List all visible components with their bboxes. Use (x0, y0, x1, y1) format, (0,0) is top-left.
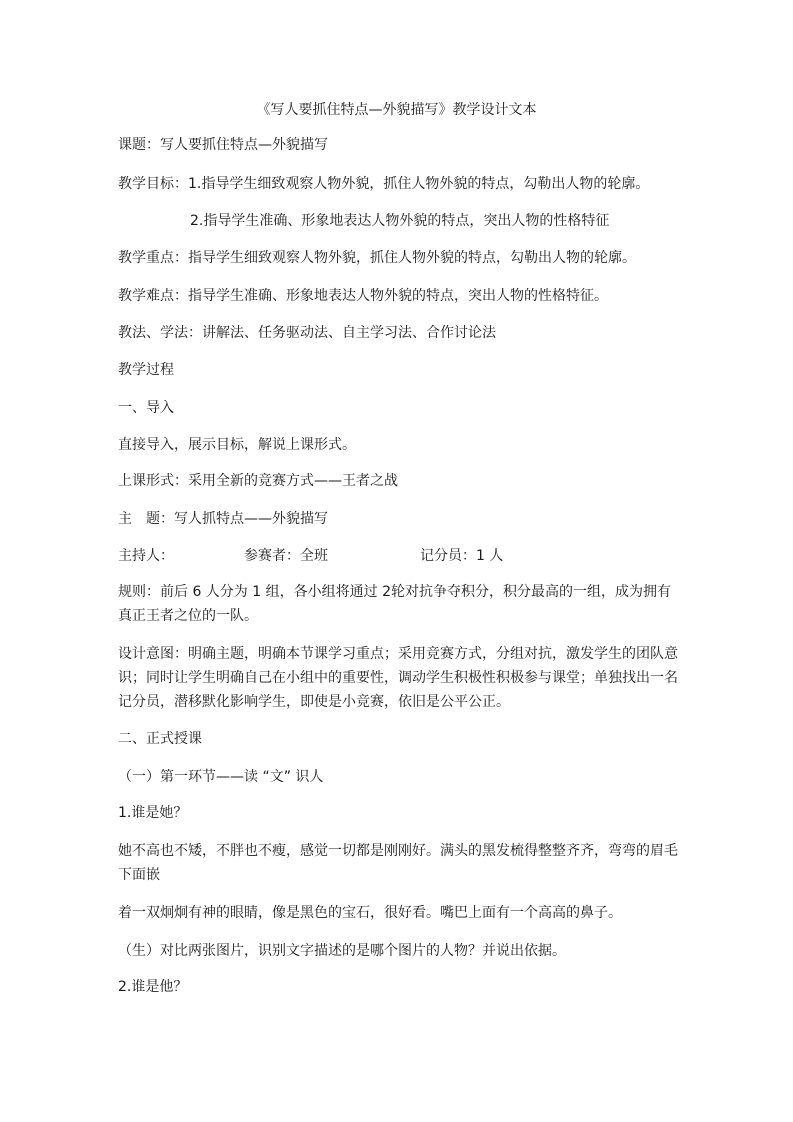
description-line-2: 着一双炯炯有神的眼睛，像是黑色的宝石，很好看。嘴巴上面有一个高高的鼻子。 (118, 905, 622, 921)
host-label: 主持人： (118, 548, 174, 564)
description-line-1: 她不高也不矮，不胖也不瘦，感觉一切都是刚刚好。满头的黑发梳得整整齐齐，弯弯的眉毛 (118, 843, 678, 859)
teaching-difficulty: 教学难点：指导学生准确、形象地表达人物外貌的特点，突出人物的性格特征。 (118, 288, 608, 304)
teaching-key-point: 教学重点：指导学生细致观察人物外貌，抓住人物外貌的特点，勾勒出人物的轮廓。 (118, 250, 636, 266)
intro-text: 直接导入，展示目标，解说上课形式。 (118, 437, 356, 453)
roles-row (118, 547, 678, 565)
document-title: 《写人要抓住特点—外貌描写》教学设计文本 (256, 102, 537, 118)
scorer-label: 记分员：1 人 (420, 548, 504, 564)
class-format: 上课形式：采用全新的竞赛方式——王者之战 (118, 473, 398, 489)
theme-line: 主 题：写人抓特点——外貌描写 (118, 511, 328, 527)
description-line-1-overflow: 下面嵌 (118, 867, 160, 883)
student-task: （生）对比两张图片，识别文字描述的是哪个图片的人物？并说出依据。 (118, 943, 566, 959)
rules-paragraph: 规则：前后 6 人分为 1 组，各小组将通过 2轮对抗争夺积分，积分最高的一组，成为拥有真正王者之位的一队。 (118, 584, 671, 624)
question-2: 2.谁是他？ (118, 979, 188, 995)
teaching-methods: 教法、学法：讲解法、任务驱动法、自主学习法、合作讨论法 (118, 325, 496, 341)
section-heading-intro: 一、导入 (118, 400, 174, 416)
subsection-heading-1: （一）第一环节——读 “文” 识人 (118, 769, 324, 785)
process-heading: 教学过程 (118, 362, 174, 378)
lesson-subject: 课题：写人要抓住特点—外貌描写 (118, 137, 328, 153)
participants-label: 参赛者：全班 (244, 548, 328, 564)
teaching-goal-2: 2.指导学生准确、形象地表达人物外貌的特点，突出人物的性格特征 (190, 213, 610, 229)
teaching-goal-1: 教学目标：1.指导学生细致观察人物外貌，抓住人物外貌的特点，勾勒出人物的轮廓。 (118, 176, 650, 192)
section-heading-lecture: 二、正式授课 (118, 731, 202, 747)
design-intent-paragraph: 设计意图：明确主题，明确本节课学习重点；采用竞赛方式，分组对抗，激发学生的团队意识；同时让学生明确自己在小组中的重要性，调动学生积极性积极参与课堂；单独找出一名记分员，潜移默化影响学生，即使是小竞赛，依旧是公平公正。 (118, 646, 678, 710)
question-1: 1.谁是她？ (118, 805, 188, 821)
